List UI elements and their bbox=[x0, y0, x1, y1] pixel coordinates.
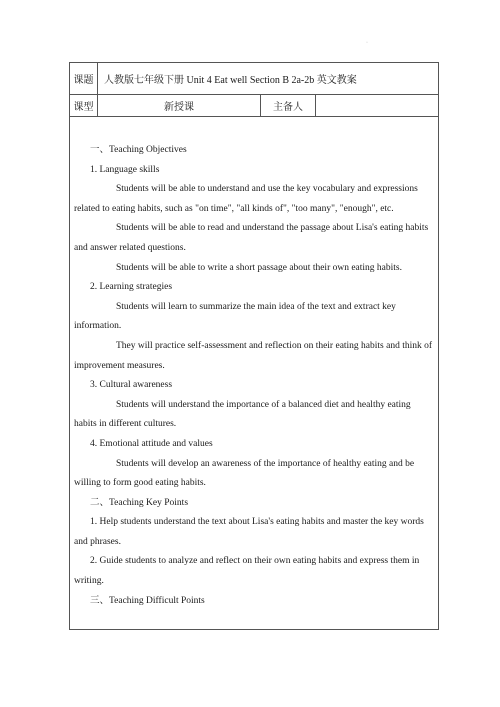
section-heading: 一、Teaching Objectives bbox=[90, 145, 187, 155]
lesson-content bbox=[70, 117, 438, 611]
preparer-label: 主备人 bbox=[273, 102, 303, 113]
paragraph: Students will be able to read and understand the passage about Lisa's eating habits and answer related questions. bbox=[74, 223, 429, 253]
preparer-value bbox=[316, 95, 438, 116]
paragraph: Students will understand the importance of a balanced diet and healthy eating habits in different cultures. bbox=[74, 399, 411, 430]
paragraph: Students will be able to understand and use the key vocabulary and expressions related to eating habits, such as "on time", "all kinds of", "too many", "enough", etc. bbox=[74, 184, 418, 214]
subsection-heading: 1. Language skills bbox=[90, 164, 160, 175]
paragraph: They will practice self-assessment and reflection on their eating habits and think of improvement measures. bbox=[74, 340, 433, 371]
topic-row bbox=[70, 63, 438, 95]
type-value: 新授课 bbox=[164, 102, 194, 113]
paragraph bbox=[70, 513, 438, 552]
paragraph-text: 1. Help students understand the text about Lisa's eating habits and master the key words and phrases. bbox=[74, 517, 424, 547]
type-label: 课型 bbox=[73, 102, 94, 113]
lesson-plan-table bbox=[69, 62, 439, 630]
subsection-heading: 4. Emotional attitude and values bbox=[90, 438, 213, 449]
section-heading: 三、Teaching Difficult Points bbox=[90, 595, 205, 606]
subsection-heading: 3. Cultural awareness bbox=[90, 380, 173, 391]
paragraph-text: 2. Guide students to analyze and reflect on their own eating habits and express them in writing. bbox=[74, 556, 420, 587]
type-row bbox=[70, 95, 438, 117]
subsection-heading: 2. Learning strategies bbox=[90, 282, 173, 293]
topic-label: 课题 bbox=[73, 75, 94, 86]
topic-value: 人教版七年级下册 Unit 4 Eat well Section B 2a-2b 英文教案 bbox=[104, 75, 357, 86]
paragraph: Students will develop an awareness of the importance of healthy eating and be willing to form good eating habits. bbox=[74, 458, 415, 489]
corner-mark: · bbox=[366, 40, 368, 46]
paragraph bbox=[70, 552, 438, 591]
paragraph: Students will learn to summarize the main idea of the text and extract key information. bbox=[74, 301, 396, 332]
paragraph: Students will be able to write a short passage about their own eating habits. bbox=[116, 262, 402, 273]
section-heading: 二、Teaching Key Points bbox=[90, 497, 189, 508]
